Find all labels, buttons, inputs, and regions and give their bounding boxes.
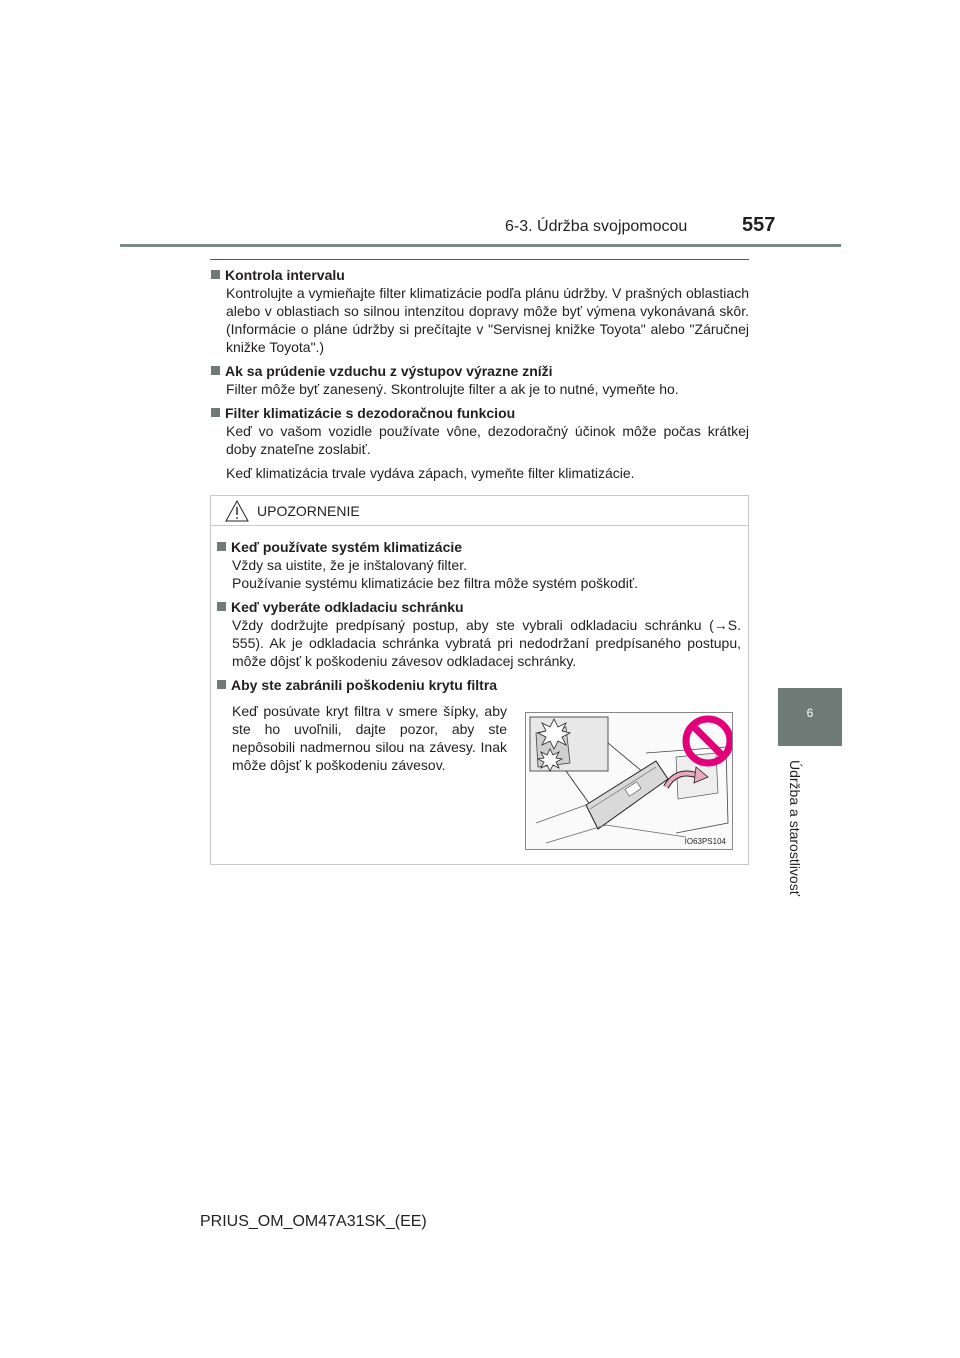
warning-heading: Aby ste zabránili poškodeniu krytu filtra (217, 676, 741, 694)
chapter-tab (778, 688, 842, 746)
filter-cover-drawing (526, 713, 732, 849)
warning-text: Používanie systému klimatizácie bez filtra môže systém poškodiť. (232, 575, 638, 591)
section-text: Keď klimatizácia trvale vydáva zápach, vymeňte filter klimatizácie. (226, 465, 635, 481)
header-rule (120, 244, 841, 247)
warning-label: UPOZORNENIE (257, 503, 360, 519)
content-rule (210, 259, 749, 260)
warning-heading: Keď používate systém klimatizácie (217, 538, 741, 556)
section-text: Kontrolujte a vymieňajte filter klimatizácie podľa plánu údržby. V prašných oblastiach alebo v oblastiach so silnou intenzitou dopravy môže byť výmena vykonávaná skôr. (Informácie o pláne údržby si prečítajte v "Servisnej knižke Toyota" alebo "Záručnej knižke Toyota".) (226, 285, 749, 355)
filter-cover-illustration (525, 712, 733, 850)
warning-text: Vždy sa uistite, že je inštalovaný filter. (232, 557, 467, 573)
section-heading: Filter klimatizácie s dezodoračnou funkciou (211, 404, 749, 422)
warning-text: Vždy dodržujte predpísaný postup, aby ste vybrali odkladaciu schránku (→S. 555). Ak je odkladacia schránka vybratá pri nedodržaní predpísaného postupu, môže dôjsť k poškodeniu závesov odkladacej schránky. (232, 617, 741, 669)
illustration-code: IO63PS104 (684, 837, 726, 846)
document-code: PRIUS_OM_OM47A31SK_(EE) (200, 1213, 427, 1230)
chapter-number: 6 (806, 706, 814, 720)
square-bullet-icon (217, 602, 226, 611)
square-bullet-icon (211, 270, 220, 279)
section-heading: Ak sa prúdenie vzduchu z výstupov výrazne zníži (211, 362, 749, 380)
warning-heading: Keď vyberáte odkladaciu schránku (217, 598, 741, 616)
warning-triangle-icon (225, 500, 249, 522)
square-bullet-icon (217, 542, 226, 551)
warning-box (210, 495, 749, 865)
warning-text: Keď posúvate kryt filtra v smere šípky, aby ste ho uvoľnili, dajte pozor, aby ste nepôsobili nadmernou silou na závesy. Inak môže dôjsť k poškodeniu závesov. (232, 703, 507, 773)
page-number: 557 (742, 214, 776, 236)
section-title: 6-3. Údržba svojpomocou (505, 218, 688, 235)
section-text: Keď vo vašom vozidle používate vône, dezodoračný účinok môže počas krátkej doby znateľne zoslabiť. (226, 423, 749, 457)
square-bullet-icon (211, 408, 220, 417)
square-bullet-icon (211, 366, 220, 375)
warning-body (217, 538, 741, 694)
section-heading: Kontrola intervalu (211, 266, 749, 284)
section-text: Filter môže byť zanesený. Skontrolujte filter a ak je to nutné, vymeňte ho. (226, 381, 679, 397)
warning-header (211, 496, 748, 526)
main-content (211, 266, 749, 482)
square-bullet-icon (217, 680, 226, 689)
chapter-label: Údržba a starostlivosť (787, 760, 803, 896)
